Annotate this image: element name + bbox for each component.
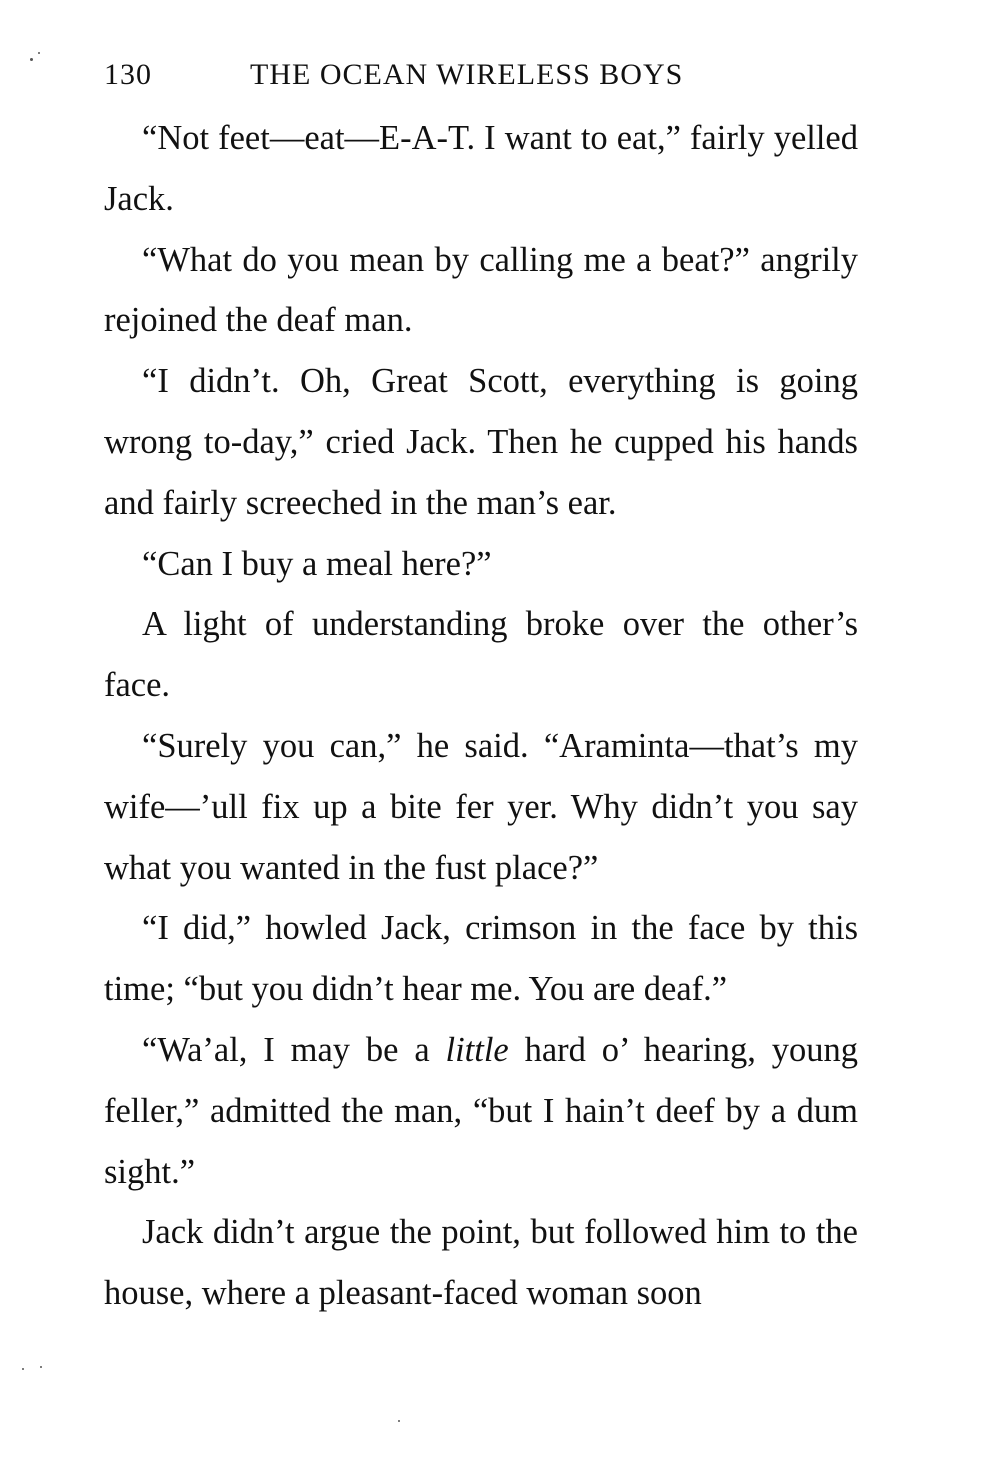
body-text: [104, 108, 858, 1324]
paragraph-text: hard o’ hearing, young feller,” admitted the man, “but I hain’t deef by a dum sight.”: [104, 1030, 858, 1191]
paragraph: A light of understanding broke over the other’s face.: [104, 605, 858, 705]
paragraph: “Can I buy a meal here?”: [142, 544, 492, 583]
scan-speck: [22, 1368, 24, 1370]
paragraph: “I did,” howled Jack, crimson in the face by this time; “but you didn’t hear me. You are deaf.”: [104, 909, 858, 1009]
paragraph: “I didn’t. Oh, Great Scott, everything is going wrong to-day,” cried Jack. Then he cupped his hands and fairly screeched in the man’s ear.: [104, 362, 858, 522]
scan-speck: [40, 1366, 42, 1368]
paragraph: “What do you mean by calling me a beat?” angrily rejoined the deaf man.: [104, 240, 858, 340]
paragraph: Jack didn’t argue the point, but followed him to the house, where a pleasant-faced woman soon: [104, 1213, 858, 1313]
scan-speck: [398, 1420, 400, 1422]
paragraph-text: “Wa’al, I may be a: [142, 1030, 446, 1069]
emphasis-text: little: [445, 1030, 509, 1069]
paragraph: [104, 1020, 858, 1202]
scan-speck: [30, 58, 33, 61]
running-title: THE OCEAN WIRELESS BOYS: [250, 58, 684, 91]
paragraph: “Surely you can,” he said. “Araminta—that’s my wife—’ull fix up a bite fer yer. Why didn’t you say what you wanted in the fust place?”: [104, 726, 858, 887]
paragraph: “Not feet—eat—E-A-T. I want to eat,” fairly yelled Jack.: [104, 119, 858, 218]
page-number: 130: [104, 58, 152, 91]
page-header: [104, 58, 864, 98]
scan-speck: [38, 52, 40, 54]
